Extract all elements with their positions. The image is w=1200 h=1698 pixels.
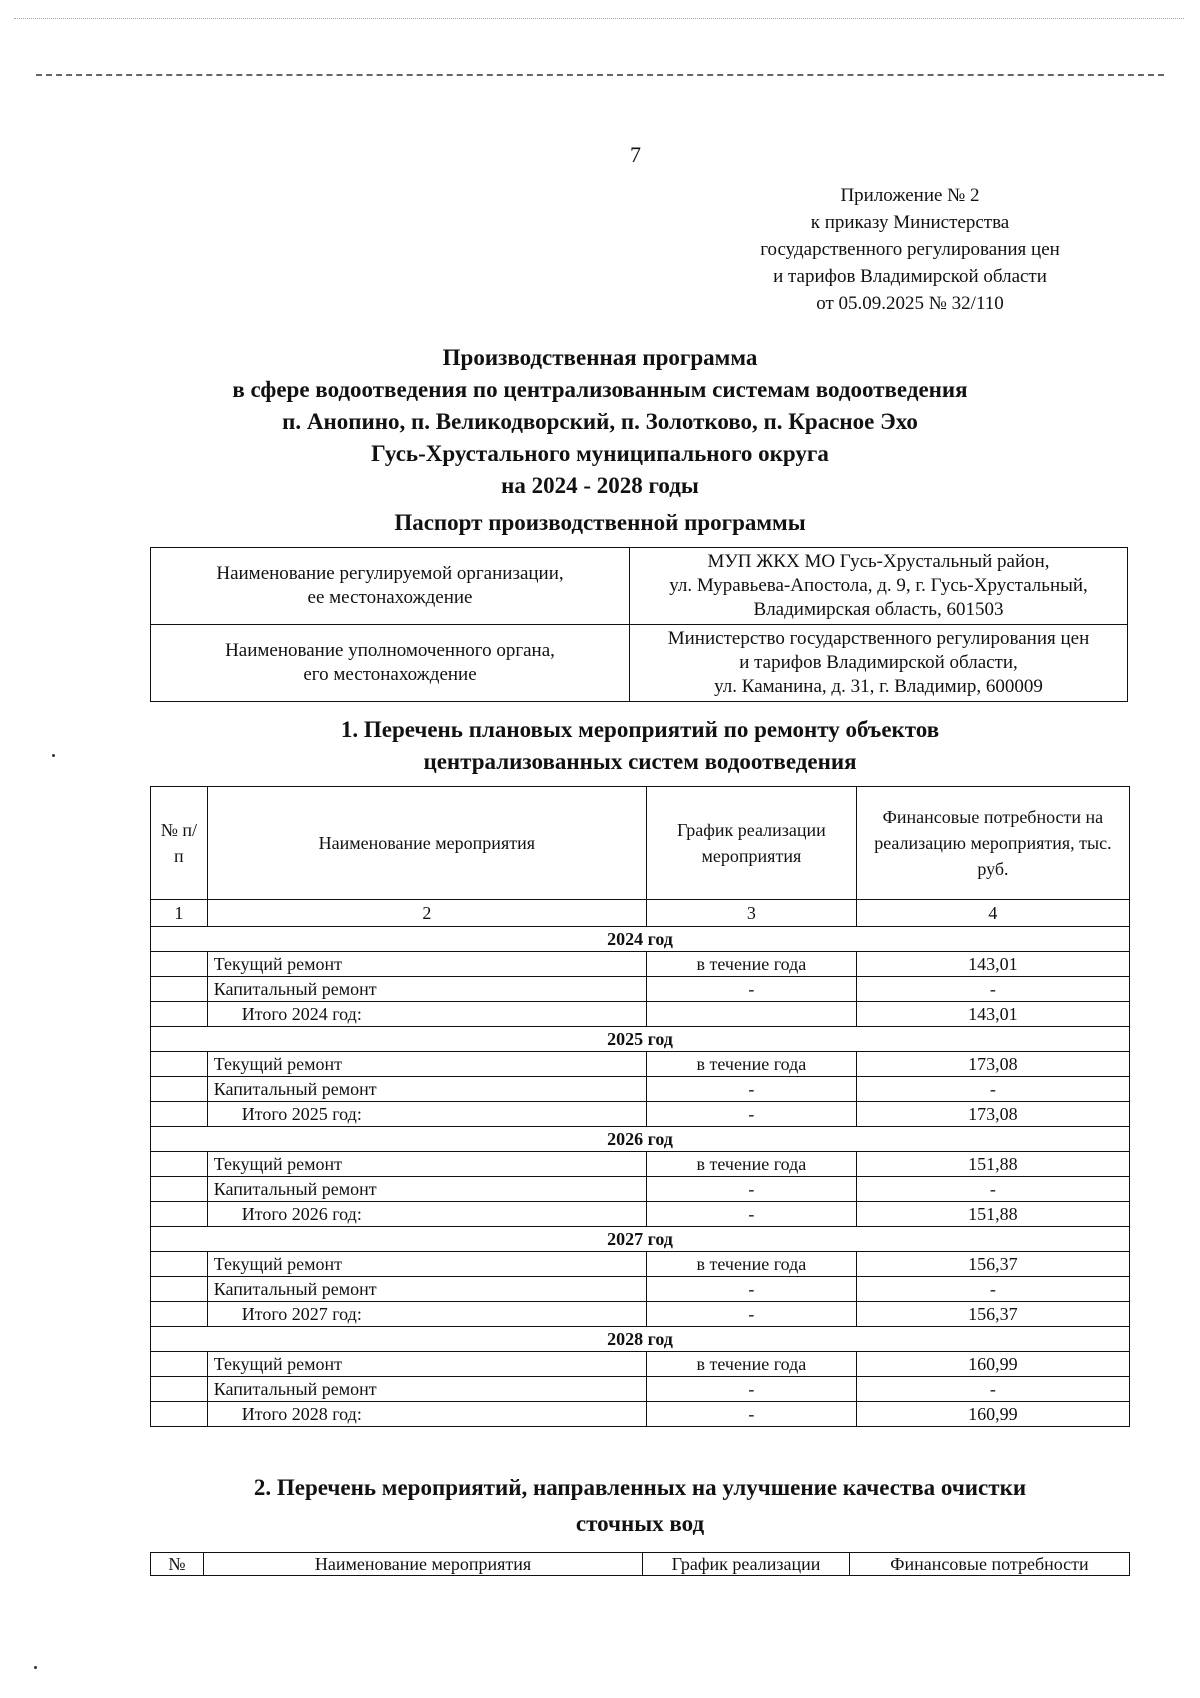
num-cell (151, 1302, 208, 1327)
activity-name: Капитальный ремонт (207, 1077, 646, 1102)
table-row (151, 1177, 1130, 1202)
appendix-block (720, 182, 1100, 317)
cell-line: Наименование регулируемой организации, (216, 563, 564, 584)
repair-table (150, 786, 1130, 1427)
appendix-line: Приложение № 2 (840, 185, 980, 206)
total-label: Итого 2024 год: (207, 1002, 646, 1027)
total-row (151, 1302, 1130, 1327)
finance-cell: 143,01 (856, 952, 1129, 977)
table-row (151, 1277, 1130, 1302)
year-row (151, 1227, 1130, 1252)
finance-cell: - (856, 977, 1129, 1002)
year-label: 2024 год (151, 927, 1130, 952)
num-cell (151, 1377, 208, 1402)
total-label: Итого 2026 год: (207, 1202, 646, 1227)
num-cell (151, 977, 208, 1002)
heading-line: централизованных систем водоотведения (423, 749, 857, 774)
title-line: в сфере водоотведения по централизованным системам водоотведения (232, 377, 968, 402)
appendix-line: государственного регулирования цен (760, 239, 1060, 260)
total-row (151, 1202, 1130, 1227)
schedule-cell: в течение года (646, 1352, 856, 1377)
scan-top-edge (14, 18, 1184, 19)
activity-name: Текущий ремонт (207, 1152, 646, 1177)
schedule-cell: в течение года (646, 1252, 856, 1277)
schedule-cell: - (646, 1277, 856, 1302)
schedule-cell (646, 1002, 856, 1027)
total-label: Итого 2027 год: (207, 1302, 646, 1327)
num-cell (151, 1202, 208, 1227)
cell-line: ул. Каманина, д. 31, г. Владимир, 600009 (714, 676, 1043, 697)
activity-name: Капитальный ремонт (207, 1177, 646, 1202)
schedule-cell: в течение года (646, 952, 856, 977)
col-header-num: № (151, 1553, 204, 1576)
num-cell (151, 1102, 208, 1127)
finance-cell: 156,37 (856, 1252, 1129, 1277)
section2-heading (150, 1470, 1130, 1542)
schedule-cell: в течение года (646, 1052, 856, 1077)
table-row (151, 1252, 1130, 1277)
table-row (151, 952, 1130, 977)
passport-label (151, 625, 630, 702)
col-number: 3 (646, 900, 856, 927)
year-label: 2027 год (151, 1227, 1130, 1252)
heading-line: 2. Перечень мероприятий, направленных на улучшение качества очистки (253, 1475, 1027, 1500)
cell-line: ее местонахождение (307, 587, 473, 608)
table-row (151, 977, 1130, 1002)
cell-line: ул. Муравьева-Апостола, д. 9, г. Гусь-Хрустальный, (669, 575, 1088, 596)
year-rows (151, 927, 1130, 1427)
quality-table (150, 1552, 1130, 1576)
title-line: п. Анопино, п. Великодворский, п. Золотково, п. Красное Эхо (282, 409, 918, 434)
table-row (151, 1052, 1130, 1077)
num-cell (151, 1252, 208, 1277)
passport-value (630, 625, 1128, 702)
title-line: Гусь-Хрустального муниципального округа (371, 441, 829, 466)
table-row (151, 625, 1128, 702)
table-header-row (151, 1553, 1130, 1576)
page-number: 7 (630, 142, 641, 167)
schedule-cell: - (646, 1377, 856, 1402)
finance-cell: 173,08 (856, 1052, 1129, 1077)
heading-line: сточных вод (575, 1511, 705, 1536)
activity-name: Капитальный ремонт (207, 1377, 646, 1402)
num-cell (151, 1402, 208, 1427)
num-cell (151, 1052, 208, 1077)
passport-heading: Паспорт производственной программы (394, 510, 806, 535)
finance-cell: 160,99 (856, 1402, 1129, 1427)
table-row (151, 1377, 1130, 1402)
col-number: 2 (207, 900, 646, 927)
cell-line: МУП ЖКХ МО Гусь-Хрустальный район, (707, 551, 1050, 572)
num-cell (151, 1277, 208, 1302)
total-row (151, 1402, 1130, 1427)
year-label: 2026 год (151, 1127, 1130, 1152)
finance-cell: 156,37 (856, 1302, 1129, 1327)
scan-speck (52, 754, 55, 757)
passport-table (150, 547, 1128, 702)
col-number: 1 (151, 900, 208, 927)
year-row (151, 1027, 1130, 1052)
appendix-line: к приказу Министерства (810, 212, 1010, 233)
finance-cell: 160,99 (856, 1352, 1129, 1377)
col-header-finance: Финансовые потребности на реализацию мероприятия, тыс. руб. (856, 787, 1129, 900)
col-number: 4 (856, 900, 1129, 927)
total-label: Итого 2025 год: (207, 1102, 646, 1127)
year-label: 2025 год (151, 1027, 1130, 1052)
schedule-cell: в течение года (646, 1152, 856, 1177)
table-row (151, 1077, 1130, 1102)
cell-line: Владимирская область, 601503 (753, 599, 1004, 620)
passport-label (151, 548, 630, 625)
table-row (151, 1352, 1130, 1377)
finance-cell: - (856, 1177, 1129, 1202)
schedule-cell: - (646, 1202, 856, 1227)
schedule-cell: - (646, 977, 856, 1002)
year-row (151, 1327, 1130, 1352)
table-row (151, 1152, 1130, 1177)
table-row (151, 548, 1128, 625)
title-line: на 2024 - 2028 годы (501, 473, 699, 498)
total-row (151, 1002, 1130, 1027)
passport-value (630, 548, 1128, 625)
activity-name: Капитальный ремонт (207, 977, 646, 1002)
year-label: 2028 год (151, 1327, 1130, 1352)
heading-line: 1. Перечень плановых мероприятий по ремонту объектов (340, 717, 940, 742)
cell-line: Министерство государственного регулирования цен (667, 628, 1090, 649)
finance-cell: - (856, 1077, 1129, 1102)
schedule-cell: - (646, 1077, 856, 1102)
document-title (150, 342, 1050, 502)
col-header-finance: Финансовые потребности (850, 1553, 1130, 1576)
appendix-line: и тарифов Владимирской области (773, 266, 1047, 287)
num-cell (151, 1152, 208, 1177)
section1-heading (150, 714, 1130, 778)
appendix-line: от 05.09.2025 № 32/110 (816, 293, 1004, 314)
schedule-cell: - (646, 1402, 856, 1427)
title-line: Производственная программа (442, 345, 758, 370)
scan-dashed-line (36, 74, 1164, 76)
year-row (151, 927, 1130, 952)
finance-cell: - (856, 1277, 1129, 1302)
finance-cell: 151,88 (856, 1152, 1129, 1177)
finance-cell: 173,08 (856, 1102, 1129, 1127)
schedule-cell: - (646, 1177, 856, 1202)
finance-cell: 143,01 (856, 1002, 1129, 1027)
activity-name: Текущий ремонт (207, 1052, 646, 1077)
cell-line: и тарифов Владимирской области, (739, 652, 1018, 673)
column-number-row (151, 900, 1130, 927)
num-cell (151, 952, 208, 977)
col-header-schedule: График реализации мероприятия (646, 787, 856, 900)
scan-speck (34, 1666, 37, 1669)
num-cell (151, 1177, 208, 1202)
finance-cell: - (856, 1377, 1129, 1402)
cell-line: его местонахождение (303, 664, 477, 685)
cell-line: Наименование уполномоченного органа, (225, 640, 555, 661)
col-header-name: Наименование мероприятия (207, 787, 646, 900)
finance-cell: 151,88 (856, 1202, 1129, 1227)
col-header-name: Наименование мероприятия (204, 1553, 643, 1576)
total-row (151, 1102, 1130, 1127)
num-cell (151, 1352, 208, 1377)
schedule-cell: - (646, 1102, 856, 1127)
activity-name: Текущий ремонт (207, 1252, 646, 1277)
activity-name: Капитальный ремонт (207, 1277, 646, 1302)
activity-name: Текущий ремонт (207, 1352, 646, 1377)
num-cell (151, 1002, 208, 1027)
col-header-num: № п/п (151, 787, 208, 900)
year-row (151, 1127, 1130, 1152)
activity-name: Текущий ремонт (207, 952, 646, 977)
num-cell (151, 1077, 208, 1102)
schedule-cell: - (646, 1302, 856, 1327)
col-header-schedule: График реализации (643, 1553, 850, 1576)
table-header-row (151, 787, 1130, 900)
total-label: Итого 2028 год: (207, 1402, 646, 1427)
